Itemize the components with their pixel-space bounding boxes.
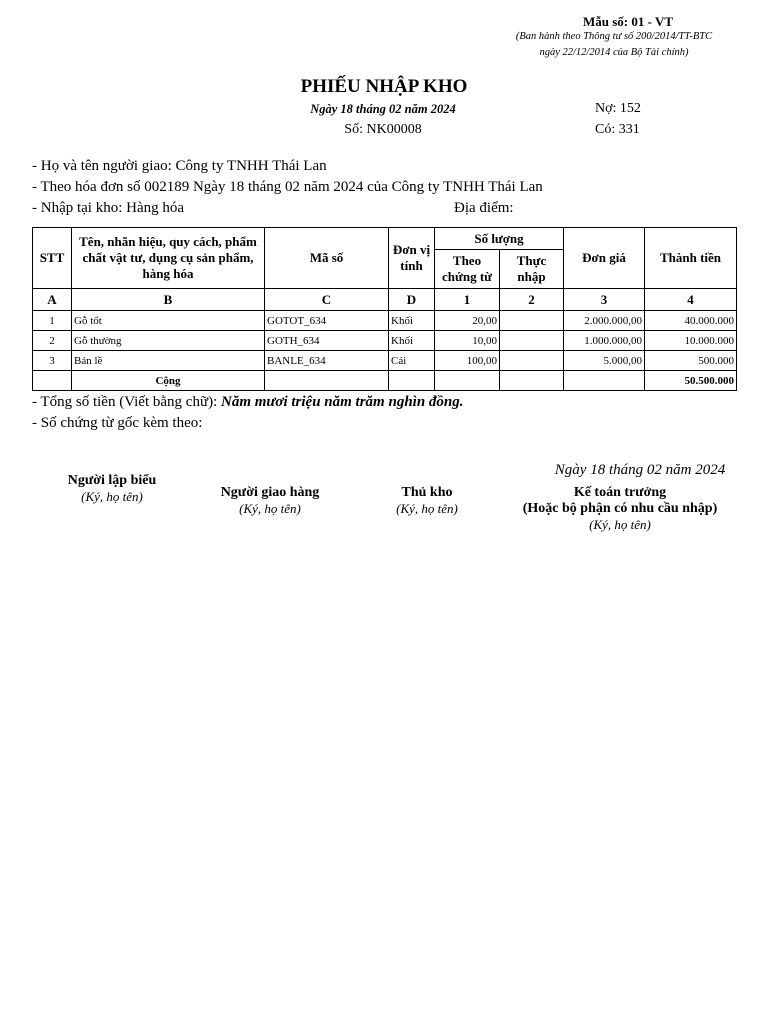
amount-words-label: - Tổng số tiền (Viết bằng chữ): — [32, 394, 218, 410]
column-letter: 2 — [500, 289, 564, 311]
debit-account: Nợ: 152 — [595, 101, 641, 116]
row-unit: Khối — [389, 311, 435, 331]
row-qty-doc: 10,00 — [435, 331, 500, 351]
regulation-line-2: ngày 22/12/2014 của Bộ Tài chính) — [539, 47, 689, 58]
signature-deliverer — [195, 485, 345, 517]
row-unit: Cái — [389, 351, 435, 371]
row-qty-actual — [500, 351, 564, 371]
total-label: Cộng — [72, 371, 265, 391]
signature-note: (Ký, họ tên) — [589, 517, 651, 532]
signature-date: Ngày 18 tháng 02 năm 2024 — [554, 462, 726, 478]
column-letter: 4 — [645, 289, 737, 311]
signature-preparer — [42, 473, 182, 505]
header-unit-price: Đơn giá — [564, 228, 645, 289]
total-row — [33, 371, 737, 391]
table-row — [33, 311, 737, 331]
signature-note: (Ký, họ tên) — [81, 489, 143, 504]
total-amount: 50.500.000 — [645, 371, 737, 391]
row-stt: 2 — [33, 331, 72, 351]
document-title: PHIẾU NHẬP KHO — [300, 76, 468, 97]
signature-storekeeper — [372, 485, 482, 517]
column-letter: 1 — [435, 289, 500, 311]
column-letter: 3 — [564, 289, 645, 311]
header-code: Mã số — [265, 228, 389, 289]
row-item-name: Bản lề — [72, 351, 265, 371]
credit-account: Có: 331 — [595, 122, 640, 137]
row-unit-price: 2.000.000,00 — [564, 311, 645, 331]
table-row — [33, 331, 737, 351]
header-qty-by-document: Theo chứng từ — [435, 250, 500, 289]
row-qty-actual — [500, 311, 564, 331]
signature-note: (Ký, họ tên) — [396, 501, 458, 516]
row-amount: 40.000.000 — [645, 311, 737, 331]
total-empty-cell — [500, 371, 564, 391]
total-empty-cell — [33, 371, 72, 391]
row-code: GOTH_634 — [265, 331, 389, 351]
signature-note: (Ký, họ tên) — [239, 501, 301, 516]
signature-chief-accountant — [505, 485, 735, 533]
column-letter: A — [33, 289, 72, 311]
header-unit: Đơn vị tính — [389, 228, 435, 289]
signature-title: Thủ kho — [401, 485, 453, 500]
row-unit: Khối — [389, 331, 435, 351]
total-empty-cell — [435, 371, 500, 391]
regulation-line-1: (Ban hành theo Thông tư số 200/2014/TT-BTC — [515, 31, 713, 42]
amount-words-value: Năm mươi triệu năm trăm nghìn đồng. — [221, 394, 464, 410]
header-qty-actual: Thực nhập — [500, 250, 564, 289]
row-code: GOTOT_634 — [265, 311, 389, 331]
header-stt: STT — [33, 228, 72, 289]
signature-title: Kế toán trưởng — [573, 485, 667, 500]
row-stt: 1 — [33, 311, 72, 331]
header-item-name: Tên, nhãn hiệu, quy cách, phẩm chất vật tư, dụng cụ sản phẩm, hàng hóa — [72, 228, 265, 289]
total-empty-cell — [389, 371, 435, 391]
form-code: Mẫu số: 01 - VT — [582, 14, 674, 29]
total-empty-cell — [265, 371, 389, 391]
invoice-line: - Theo hóa đơn số 002189 Ngày 18 tháng 02 năm 2024 của Công ty TNHH Thái Lan — [32, 179, 543, 195]
row-qty-doc: 100,00 — [435, 351, 500, 371]
row-amount: 10.000.000 — [645, 331, 737, 351]
row-qty-actual — [500, 331, 564, 351]
row-item-name: Gỗ thường — [72, 331, 265, 351]
deliverer-line: - Họ và tên người giao: Công ty TNHH Thái Lan — [32, 158, 327, 174]
column-letter: B — [72, 289, 265, 311]
location-label: Địa điểm: — [454, 200, 514, 216]
row-stt: 3 — [33, 351, 72, 371]
column-letter: D — [389, 289, 435, 311]
row-unit-price: 5.000,00 — [564, 351, 645, 371]
column-letter: C — [265, 289, 389, 311]
row-item-name: Gỗ tốt — [72, 311, 265, 331]
warehouse-line: - Nhập tại kho: Hàng hóa — [32, 200, 185, 216]
signature-subtitle: (Hoặc bộ phận có nhu cầu nhập) — [522, 501, 718, 516]
signature-title: Người giao hàng — [220, 485, 320, 500]
header-quantity: Số lượng — [435, 228, 564, 250]
document-date: Ngày 18 tháng 02 năm 2024 — [310, 102, 456, 116]
items-table — [32, 227, 737, 391]
row-amount: 500.000 — [645, 351, 737, 371]
header-amount: Thành tiền — [645, 228, 737, 289]
row-code: BANLE_634 — [265, 351, 389, 371]
table-row — [33, 351, 737, 371]
row-unit-price: 1.000.000,00 — [564, 331, 645, 351]
attached-documents: - Số chứng từ gốc kèm theo: — [32, 415, 203, 431]
document-number: Số: NK00008 — [344, 122, 422, 137]
amount-in-words — [32, 394, 464, 411]
row-qty-doc: 20,00 — [435, 311, 500, 331]
signature-title: Người lập biểu — [67, 473, 157, 488]
column-letters-row — [33, 289, 737, 311]
total-empty-cell — [564, 371, 645, 391]
